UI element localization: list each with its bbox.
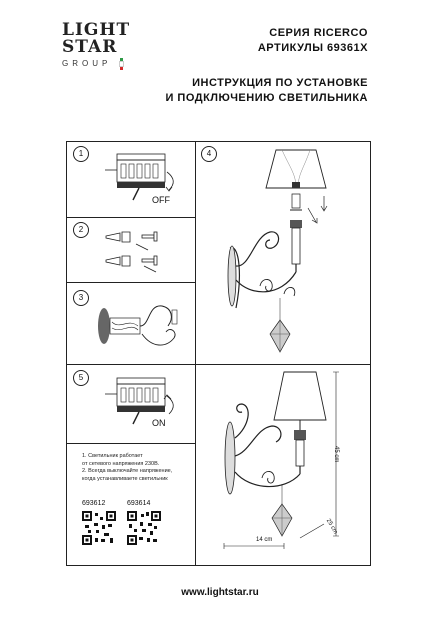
divider [66, 364, 371, 365]
depth-dimension: 25 cm [324, 518, 339, 536]
article-code-2: 693614 [127, 500, 151, 507]
note-line: 1. Светильник работает [82, 453, 143, 459]
step-number-4: 4 [201, 146, 217, 162]
logo-word-star: STAR [62, 37, 118, 57]
brand-logo [62, 22, 130, 68]
step-number-1: 1 [73, 146, 89, 162]
logo-word-light: LIGHT [62, 20, 131, 40]
off-label: OFF [152, 195, 170, 205]
article-numbers: АРТИКУЛЫ 69361X [257, 42, 368, 54]
vertical-divider [195, 141, 196, 566]
step-number-3: 3 [73, 290, 89, 306]
logo-word-group: GROUP [62, 59, 112, 68]
note-line: когда устанавливаете светильник [82, 475, 168, 482]
note-line: 2. Всегда выключайте напряжение, [82, 468, 173, 474]
screws-anchors-illustration [100, 226, 180, 274]
height-dimension: 45 cm [333, 446, 339, 463]
instruction-title-line2: И ПОДКЛЮЧЕНИЮ СВЕТИЛЬНИКА [165, 92, 368, 104]
step-number-2: 2 [73, 222, 89, 238]
note-line: от сетевого напряжения 230В. [82, 460, 160, 467]
qr-code-icon[interactable] [82, 511, 116, 545]
divider [66, 443, 195, 444]
italian-flag-icon [120, 58, 123, 70]
instruction-title [165, 76, 368, 106]
instruction-title-line1: ИНСТРУКЦИЯ ПО УСТАНОВКЕ [192, 77, 368, 89]
qr-code-icon[interactable] [127, 511, 161, 545]
series-name: СЕРИЯ RICERCO [269, 27, 368, 39]
breaker-on-illustration [95, 374, 190, 436]
width-dimension: 14 cm [256, 537, 273, 543]
flag-stripe [120, 66, 123, 70]
series-header [258, 26, 368, 56]
on-label: ON [152, 418, 166, 428]
divider [66, 282, 195, 283]
article-code-1: 693612 [82, 500, 106, 507]
divider [66, 217, 195, 218]
step-number-5: 5 [73, 370, 89, 386]
website-link[interactable]: www.lightstar.ru [181, 587, 259, 598]
fixture-assembly-illustration [220, 148, 360, 360]
bracket-mounting-illustration [92, 296, 190, 358]
breaker-off-illustration [95, 150, 190, 212]
safety-notes [82, 453, 192, 483]
